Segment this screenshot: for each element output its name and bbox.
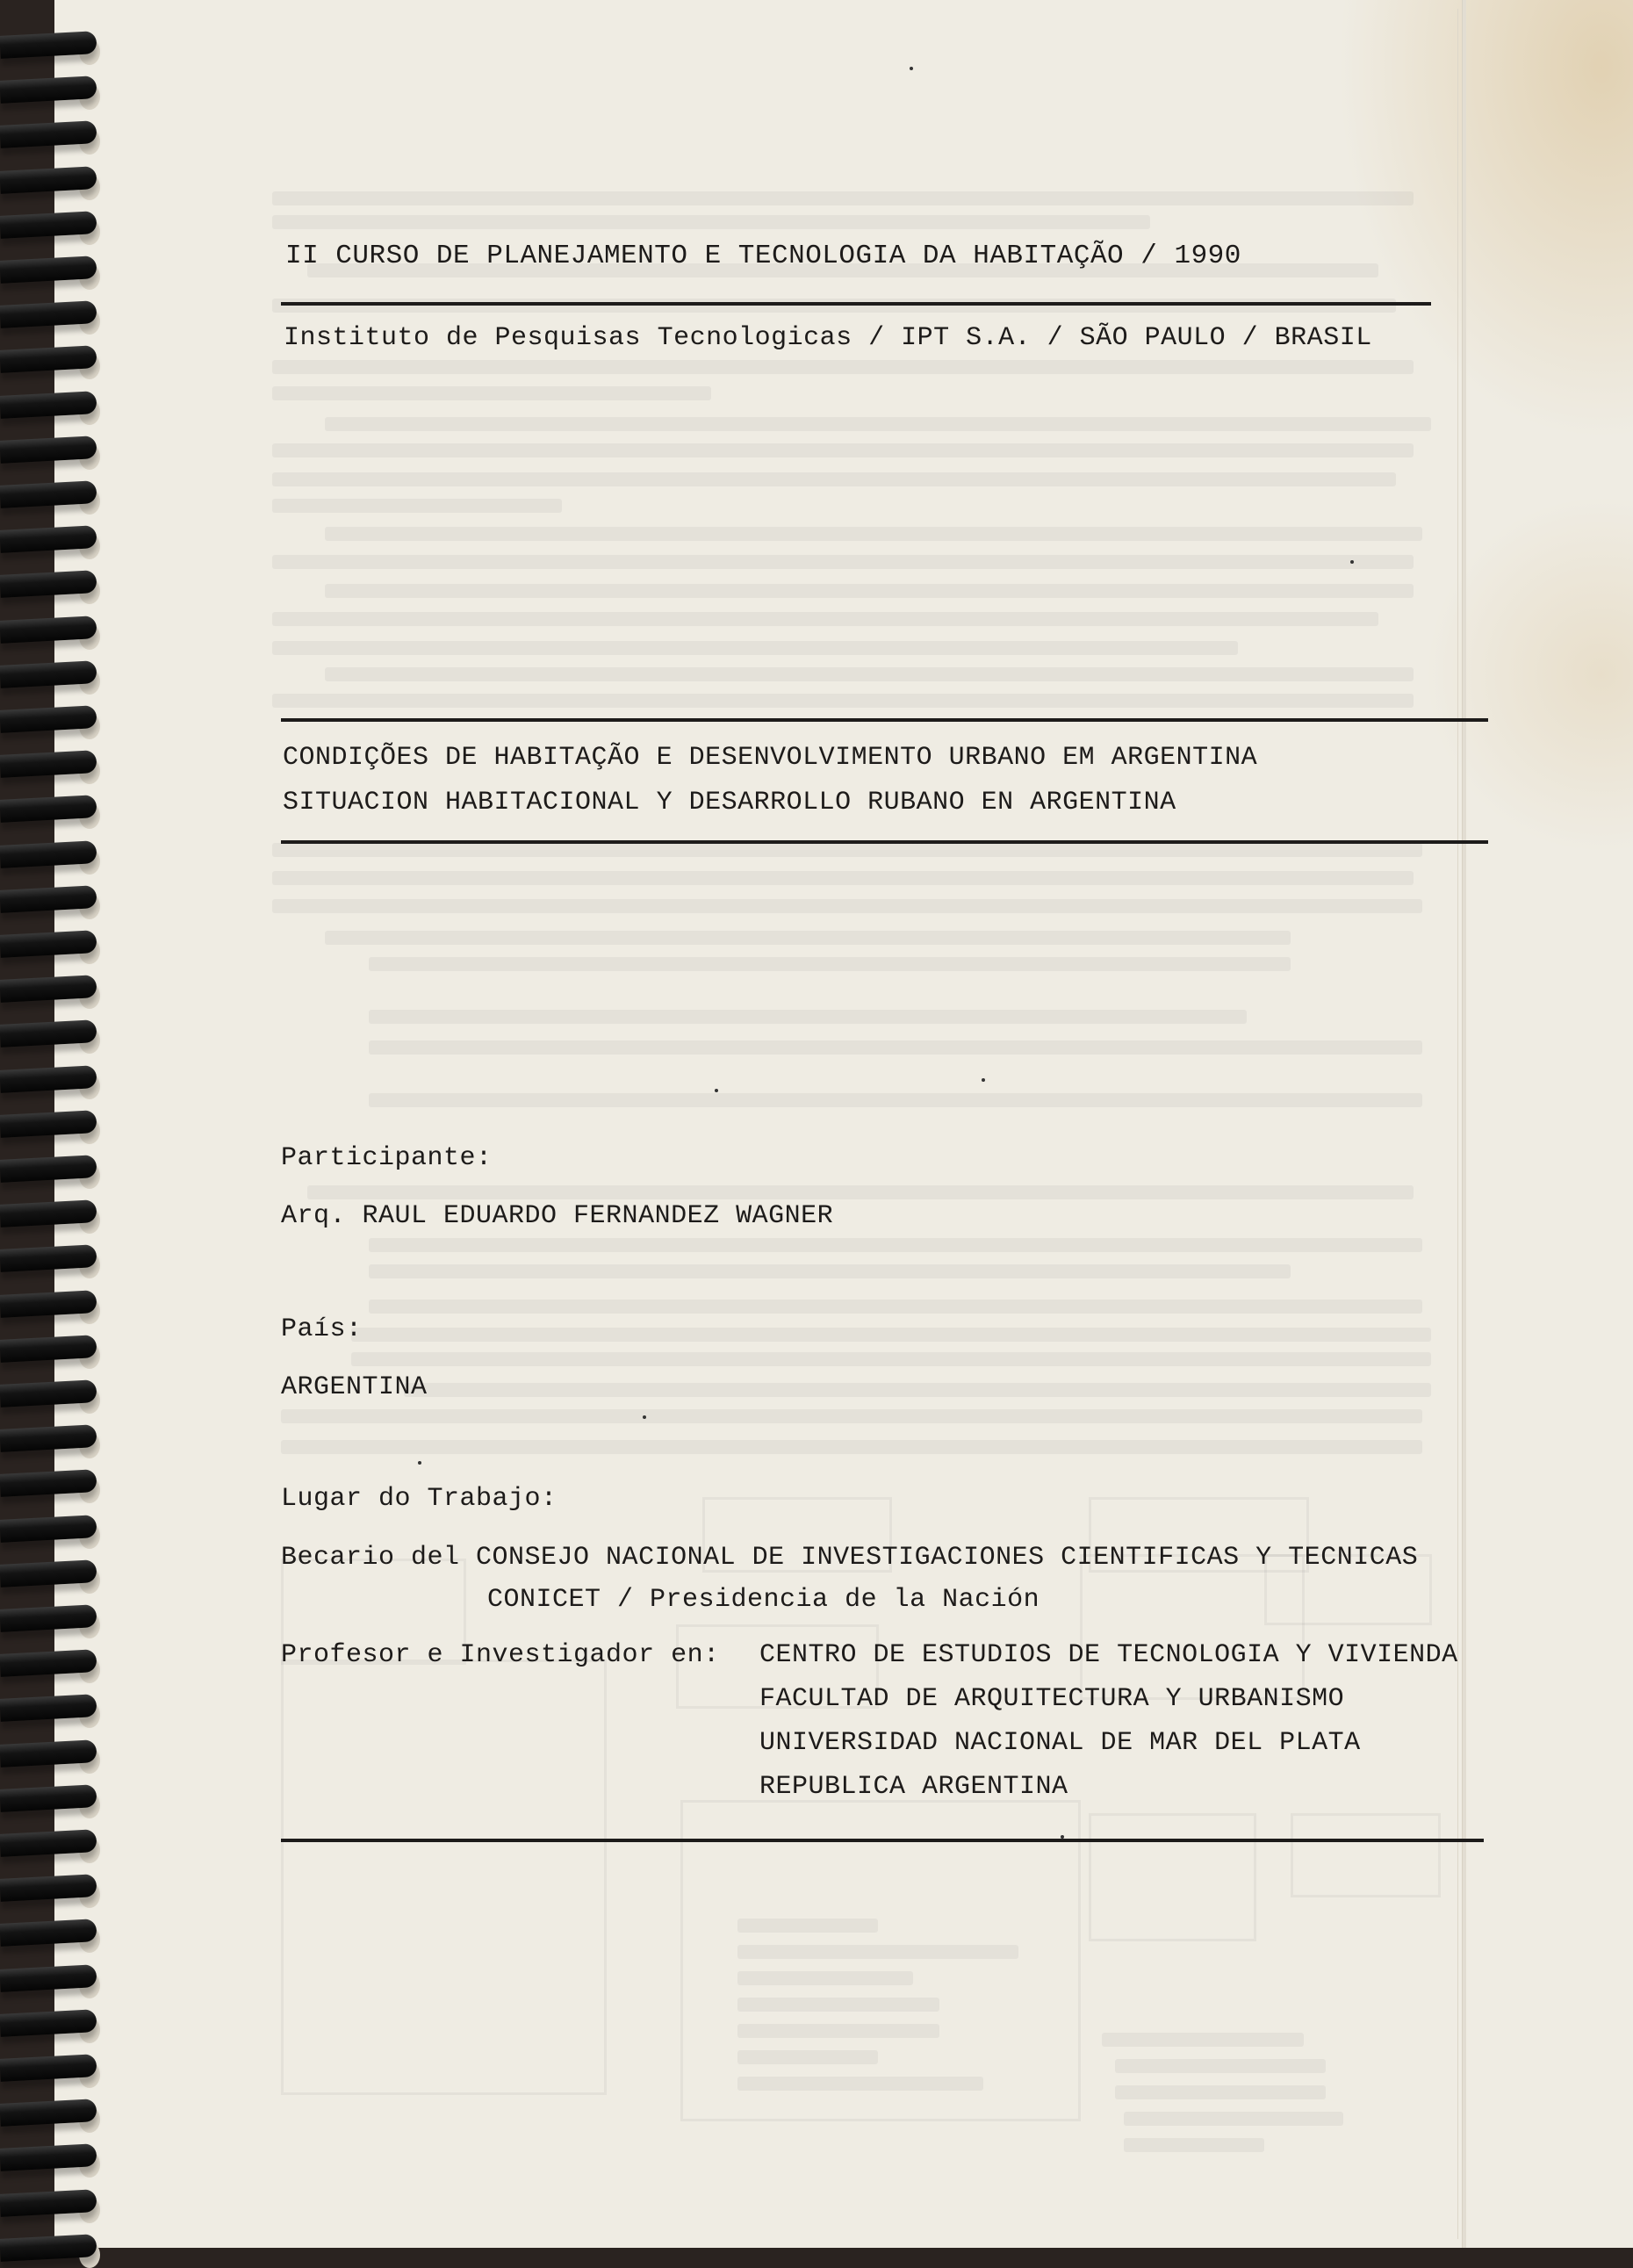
workplace-label: Lugar do Trabajo:: [281, 1484, 558, 1514]
professor-line: UNIVERSIDAD NACIONAL DE MAR DEL PLATA: [759, 1728, 1361, 1758]
workplace-line-1: Becario del CONSEJO NACIONAL DE INVESTIGACIONES CIENTIFICAS Y TECNICAS: [281, 1543, 1419, 1573]
ink-speck: [1350, 560, 1354, 564]
professor-line: FACULTAD DE ARQUITECTURA Y URBANISMO: [759, 1684, 1345, 1714]
ink-speck: [982, 1078, 985, 1082]
ink-speck: [910, 67, 913, 70]
topic-spanish: SITUACION HABITACIONAL Y DESARROLLO RUBANO EN ARGENTINA: [283, 788, 1176, 817]
divider-rule: [281, 840, 1488, 844]
participant-label: Participante:: [281, 1143, 493, 1173]
participant-name: Arq. RAUL EDUARDO FERNANDEZ WAGNER: [281, 1201, 834, 1231]
ink-speck: [715, 1089, 718, 1092]
ink-speck: [1061, 1835, 1064, 1839]
professor-line: REPUBLICA ARGENTINA: [759, 1772, 1068, 1802]
divider-rule: [281, 718, 1488, 722]
professor-label: Profesor e Investigador en:: [281, 1640, 720, 1670]
divider-rule: [281, 1839, 1484, 1842]
professor-line: CENTRO DE ESTUDIOS DE TECNOLOGIA Y VIVIENDA: [759, 1640, 1458, 1670]
institute-line: Instituto de Pesquisas Tecnologicas / IPT S.A. / SÃO PAULO / BRASIL: [284, 323, 1372, 353]
divider-rule: [281, 302, 1431, 306]
course-title: II CURSO DE PLANEJAMENTO E TECNOLOGIA DA HABITAÇÃO / 1990: [285, 241, 1241, 271]
topic-portuguese: CONDIÇÕES DE HABITAÇÃO E DESENVOLVIMENTO URBANO EM ARGENTINA: [283, 743, 1258, 773]
country-label: País:: [281, 1314, 363, 1344]
country-value: ARGENTINA: [281, 1372, 428, 1402]
ink-speck: [643, 1415, 646, 1419]
ink-speck: [418, 1461, 421, 1465]
workplace-line-2: CONICET / Presidencia de la Nación: [487, 1585, 1040, 1615]
